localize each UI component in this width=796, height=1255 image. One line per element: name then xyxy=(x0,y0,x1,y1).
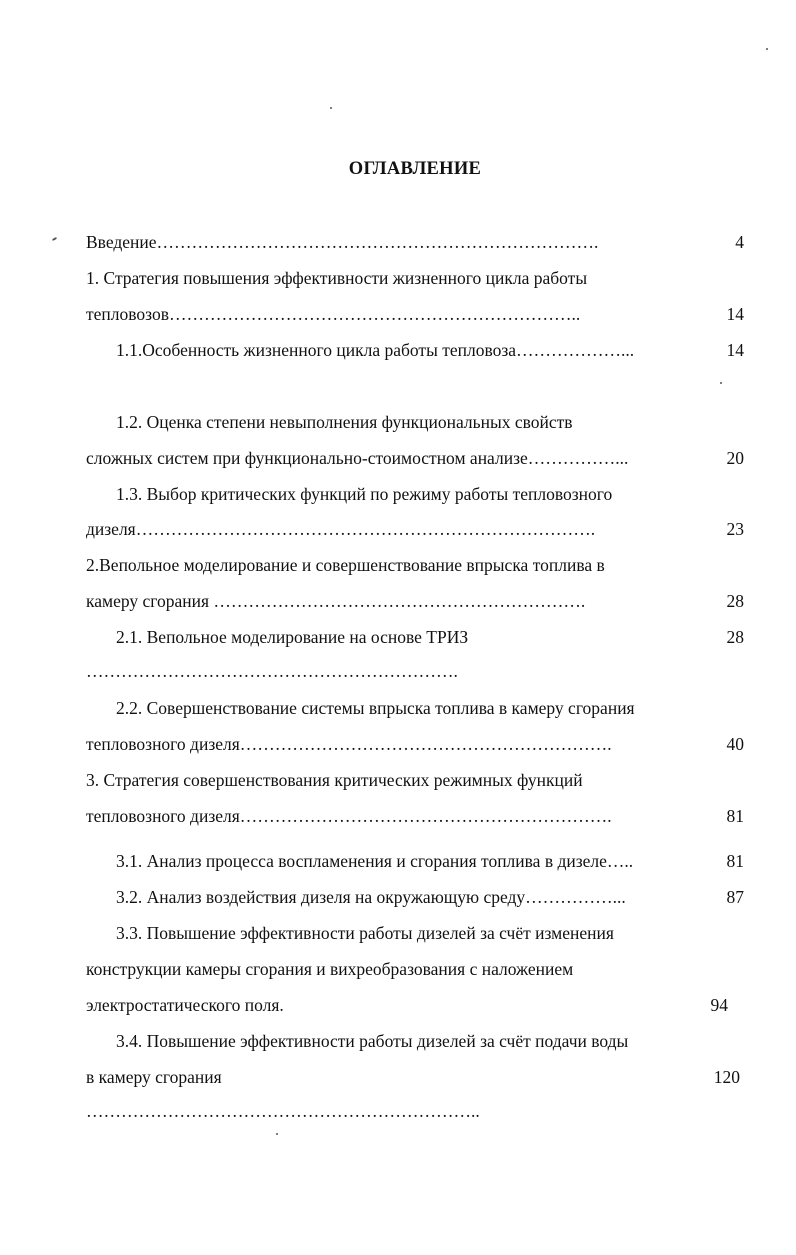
toc-page: 87 xyxy=(726,887,744,907)
toc-entry-3-4-leader: ………………………………………………………….. xyxy=(86,1101,480,1121)
toc-page: 14 xyxy=(726,340,744,360)
toc-entry-1: 1. Стратегия повышения эффективности жизненного цикла работы xyxy=(86,268,588,288)
toc-page: 40 xyxy=(726,734,744,754)
toc-entry-2-1: 2.1. Вепольное моделирование на основе ТРИЗ xyxy=(116,627,469,647)
toc-page: 81 xyxy=(726,851,744,871)
scan-speck xyxy=(330,107,332,109)
scan-speck xyxy=(52,237,57,241)
toc-entry-2-2: 2.2. Совершенствование системы впрыска топлива в камеру сгорания xyxy=(116,698,635,718)
toc-page: 4 xyxy=(735,232,744,252)
toc-entry-3-4: 3.4. Повышение эффективности работы дизелей за счёт подачи воды xyxy=(116,1031,629,1051)
toc-entry-1-2: 1.2. Оценка степени невыполнения функциональных свойств xyxy=(116,412,573,432)
toc-page: 81 xyxy=(726,806,744,826)
toc-entry-3: 3. Стратегия совершенствования критических режимных функций xyxy=(86,770,583,790)
toc-entry-3-cont: тепловозного дизеля………………………………………………………. xyxy=(86,806,612,826)
toc-entry-3-2: 3.2. Анализ воздействия дизеля на окружающую среду……………... xyxy=(116,887,626,907)
toc-entry-1-2-cont: сложных систем при функционально-стоимостном анализе……………... xyxy=(86,448,629,468)
toc-entry-2-cont: камеру сгорания ………………………………………………………. xyxy=(86,591,586,611)
toc-page: 28 xyxy=(726,627,744,647)
scan-speck xyxy=(766,48,768,50)
toc-entry-3-4-cont: в камеру сгорания xyxy=(86,1067,222,1087)
scan-speck xyxy=(276,1133,278,1135)
scan-speck xyxy=(720,382,722,384)
toc-entry-2: 2.Вепольное моделирование и совершенствование впрыска топлива в xyxy=(86,555,605,575)
toc-entry-1-1: 1.1.Особенность жизненного цикла работы тепловоза………………... xyxy=(116,340,635,360)
toc-page: 20 xyxy=(726,448,744,468)
toc-entry-1-3: 1.3. Выбор критических функций по режиму работы тепловозного xyxy=(116,484,613,504)
toc-page: 23 xyxy=(726,519,744,539)
toc-entry-1-3-cont: дизеля……………………………………………………………………. xyxy=(86,519,596,539)
toc-entry-3-3-cont: конструкции камеры сгорания и вихреобразования с наложением xyxy=(86,959,574,979)
toc-title: ОГЛАВЛЕНИЕ xyxy=(348,159,482,179)
toc-entry-2-2-cont: тепловозного дизеля………………………………………………………. xyxy=(86,734,612,754)
toc-entry-3-1: 3.1. Анализ процесса воспламенения и сгорания топлива в дизеле….. xyxy=(116,851,634,871)
toc-entry-3-3: 3.3. Повышение эффективности работы дизелей за счёт изменения xyxy=(116,923,614,943)
toc-entry-3-3-cont: электростатического поля. xyxy=(86,995,284,1015)
toc-entry-1-cont: тепловозов…………………………………………………………….. xyxy=(86,304,581,324)
toc-page: 94 xyxy=(710,995,728,1015)
toc-entry-2-1-leader: ………………………………………………………. xyxy=(86,661,458,681)
toc-page: 14 xyxy=(726,304,744,324)
toc-page: 28 xyxy=(726,591,744,611)
toc-entry-intro: Введение…………………………………………………………………. xyxy=(86,232,599,252)
toc-page: 120 xyxy=(713,1067,740,1087)
